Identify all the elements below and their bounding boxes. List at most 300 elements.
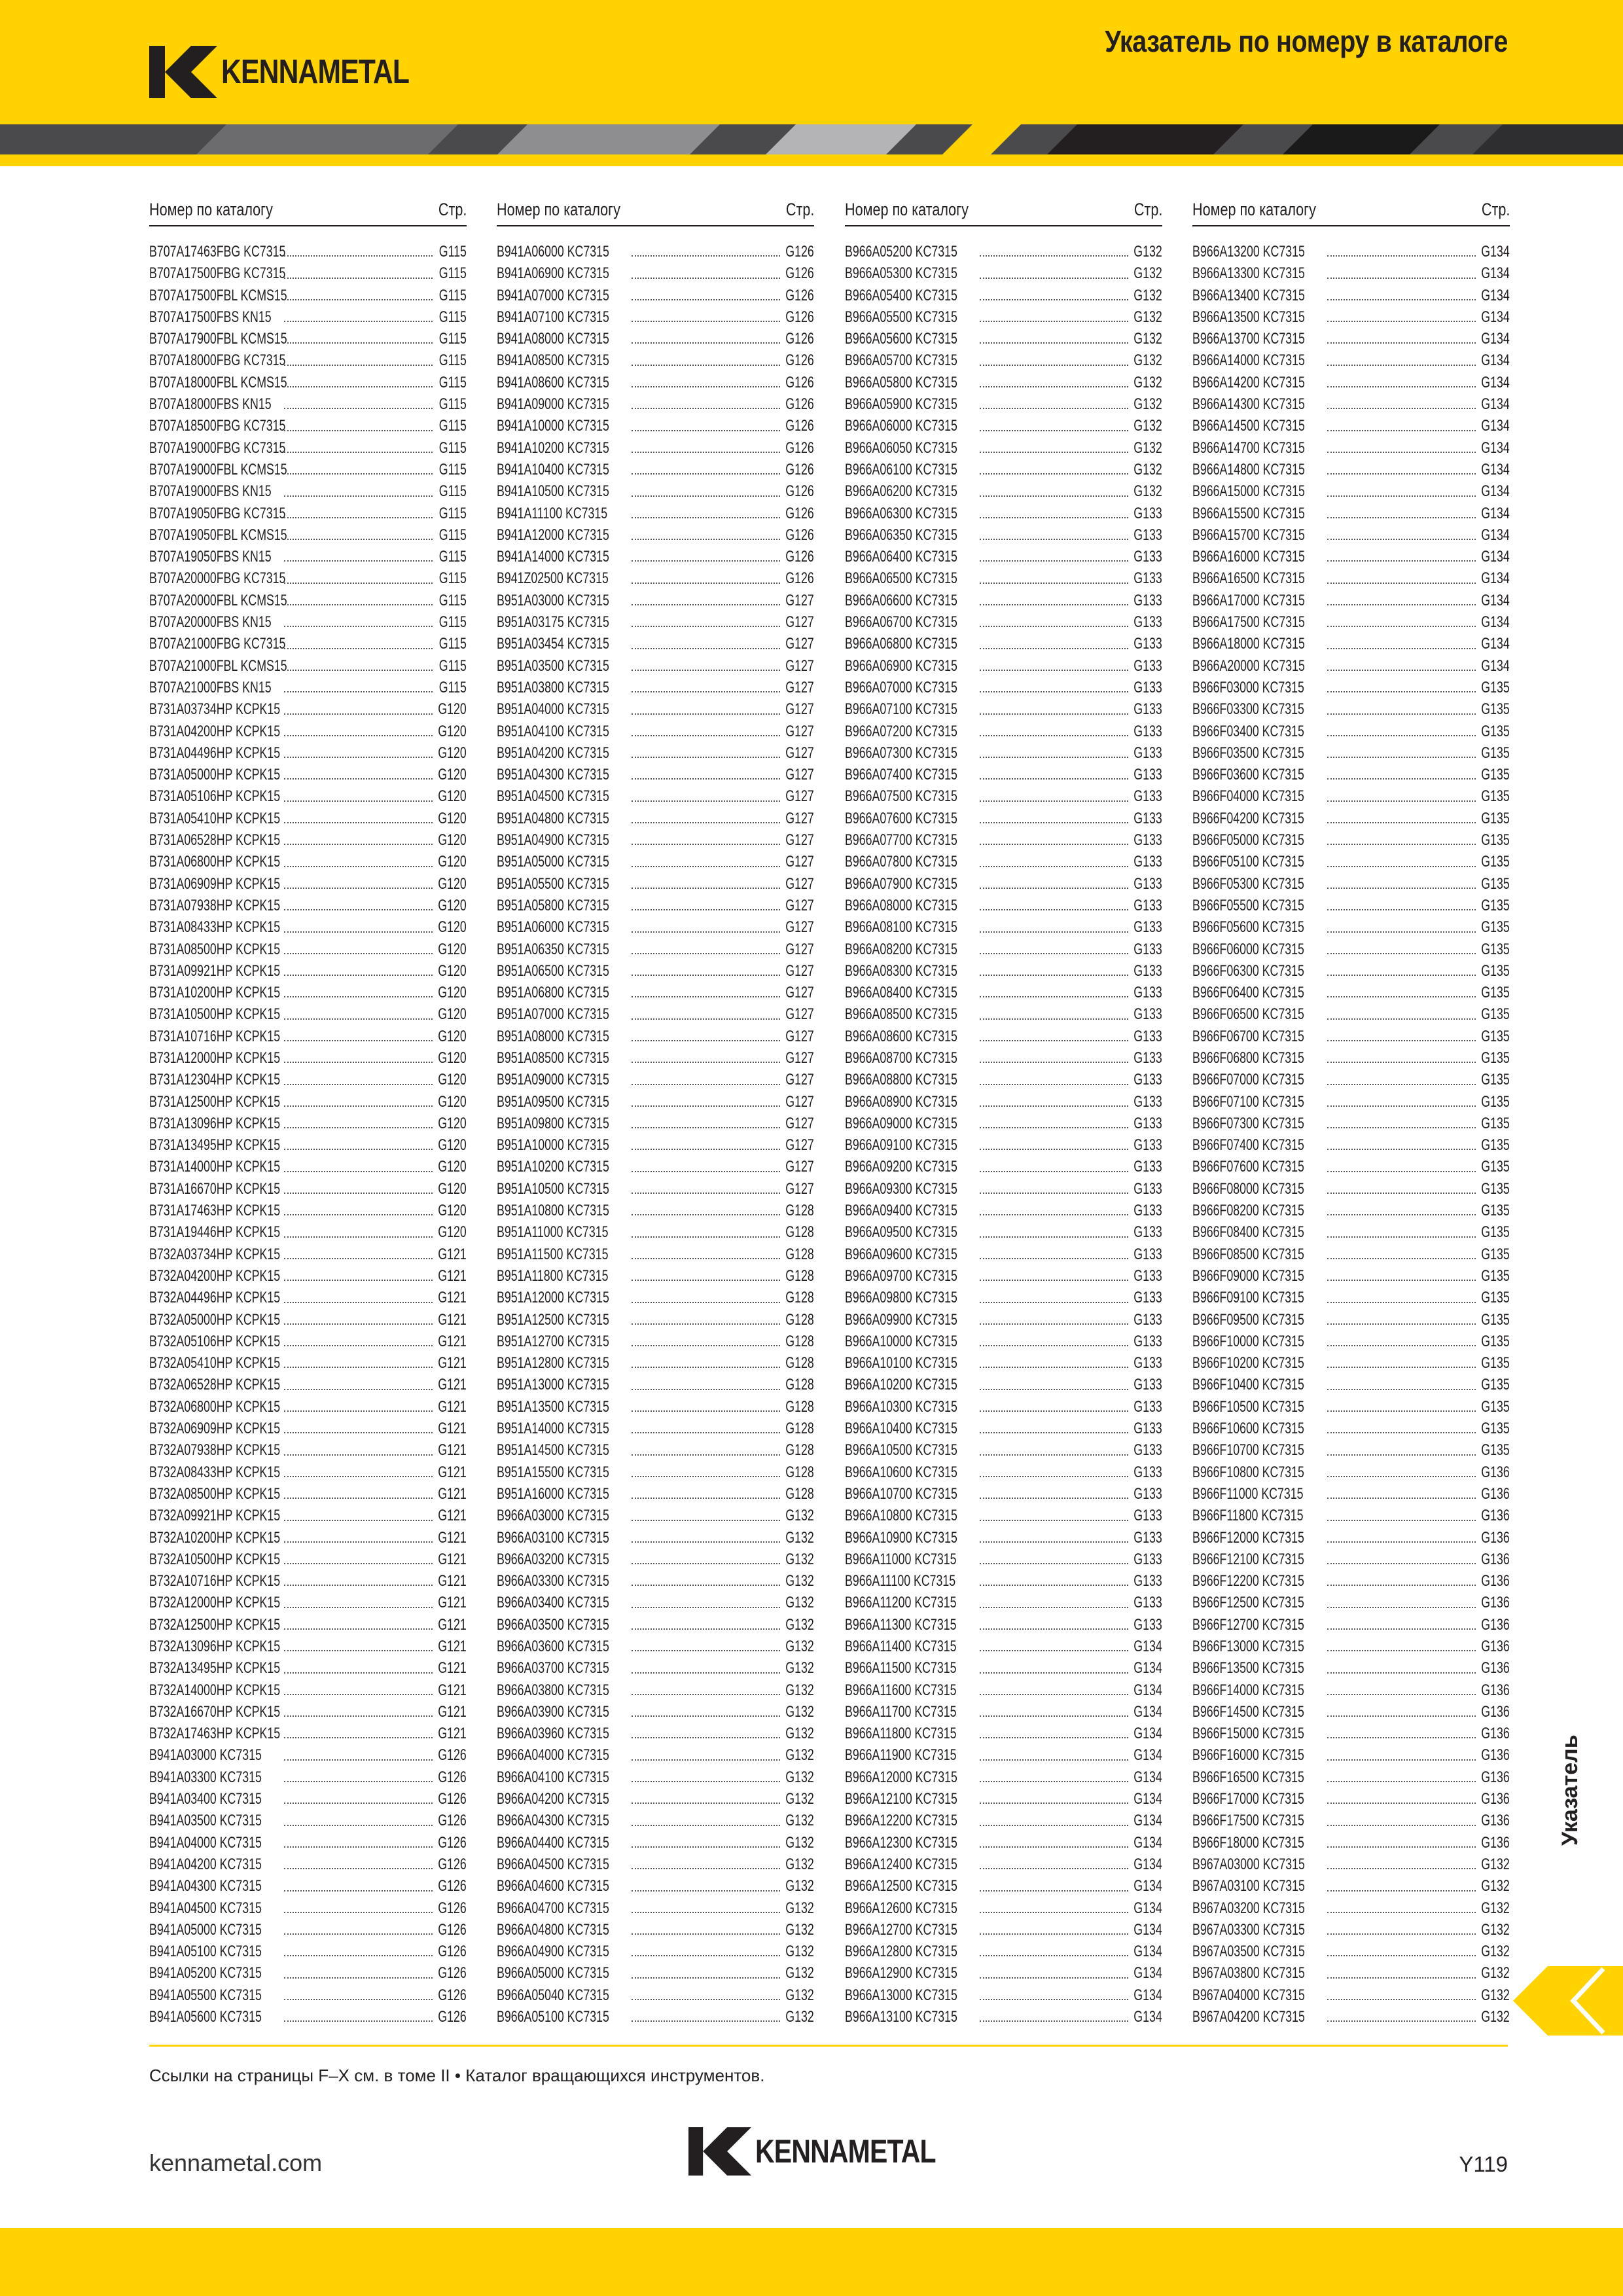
page-reference[interactable]: G120 [438, 1027, 467, 1045]
side-tab-chevron-icon[interactable] [1513, 1966, 1623, 2036]
page-reference[interactable]: G115 [438, 548, 467, 566]
page-reference[interactable]: G133 [1133, 1354, 1162, 1372]
page-reference[interactable]: G133 [1133, 787, 1162, 806]
page-reference[interactable]: G132 [785, 1638, 814, 1655]
page-reference[interactable]: G134 [1481, 635, 1510, 653]
page-reference[interactable]: G133 [1133, 1463, 1162, 1481]
page-reference[interactable]: G133 [1133, 635, 1162, 653]
page-reference[interactable]: G133 [1133, 1420, 1162, 1438]
page-reference[interactable]: G120 [438, 940, 467, 958]
page-reference[interactable]: G133 [1133, 526, 1162, 544]
page-reference[interactable]: G132 [1481, 1855, 1510, 1873]
page-reference[interactable]: G127 [785, 766, 814, 784]
page-reference[interactable]: G115 [438, 308, 467, 326]
page-reference[interactable]: G127 [785, 918, 814, 937]
page-reference[interactable]: G127 [785, 722, 814, 740]
page-reference[interactable]: G133 [1133, 1289, 1162, 1307]
page-reference[interactable]: G127 [785, 1092, 814, 1111]
page-reference[interactable]: G134 [1133, 1746, 1162, 1765]
page-reference[interactable]: G135 [1481, 766, 1510, 784]
page-reference[interactable]: G134 [1133, 1920, 1162, 1939]
page-reference[interactable]: G135 [1481, 1420, 1510, 1438]
page-reference[interactable]: G134 [1481, 243, 1510, 260]
page-reference[interactable]: G133 [1133, 766, 1162, 784]
page-reference[interactable]: G132 [785, 1920, 814, 1939]
page-reference[interactable]: G134 [1481, 613, 1510, 632]
page-reference[interactable]: G127 [785, 1136, 814, 1155]
page-reference[interactable]: G134 [1481, 439, 1510, 457]
page-reference[interactable]: G127 [785, 853, 814, 871]
page-reference[interactable]: G115 [438, 439, 467, 457]
page-reference[interactable]: G132 [1481, 1920, 1510, 1939]
page-reference[interactable]: G134 [1133, 1986, 1162, 2004]
page-reference[interactable]: G128 [785, 1463, 814, 1481]
page-reference[interactable]: G126 [438, 1899, 467, 1917]
page-reference[interactable]: G132 [1133, 395, 1162, 414]
page-reference[interactable]: G134 [1133, 1812, 1162, 1830]
page-reference[interactable]: G134 [1133, 1899, 1162, 1917]
page-reference[interactable]: G127 [785, 1179, 814, 1198]
page-reference[interactable]: G135 [1481, 1092, 1510, 1111]
page-reference[interactable]: G120 [438, 831, 467, 850]
page-reference[interactable]: G120 [438, 896, 467, 914]
page-reference[interactable]: G136 [1481, 1659, 1510, 1677]
page-reference[interactable]: G134 [1133, 1725, 1162, 1743]
page-reference[interactable]: G135 [1481, 722, 1510, 740]
page-reference[interactable]: G126 [785, 330, 814, 348]
page-reference[interactable]: G115 [438, 635, 467, 653]
page-reference[interactable]: G135 [1481, 1158, 1510, 1176]
page-reference[interactable]: G132 [785, 1790, 814, 1808]
page-reference[interactable]: G134 [1133, 1877, 1162, 1895]
page-reference[interactable]: G120 [438, 1158, 467, 1176]
page-reference[interactable]: G121 [438, 1681, 467, 1699]
page-reference[interactable]: G127 [785, 896, 814, 914]
page-reference[interactable]: G132 [1481, 1964, 1510, 1982]
page-reference[interactable]: G120 [438, 766, 467, 784]
page-reference[interactable]: G121 [438, 1310, 467, 1329]
page-reference[interactable]: G136 [1481, 1746, 1510, 1765]
page-reference[interactable]: G133 [1133, 918, 1162, 937]
page-reference[interactable]: G135 [1481, 1071, 1510, 1089]
page-reference[interactable]: G121 [438, 1376, 467, 1394]
page-reference[interactable]: G136 [1481, 1833, 1510, 1852]
page-reference[interactable]: G126 [785, 460, 814, 478]
page-reference[interactable]: G133 [1133, 678, 1162, 696]
page-reference[interactable]: G115 [438, 460, 467, 478]
page-reference[interactable]: G115 [438, 591, 467, 609]
page-reference[interactable]: G135 [1481, 1179, 1510, 1198]
page-reference[interactable]: G133 [1133, 722, 1162, 740]
page-reference[interactable]: G134 [1133, 1833, 1162, 1852]
page-reference[interactable]: G133 [1133, 1202, 1162, 1220]
page-reference[interactable]: G128 [785, 1420, 814, 1438]
page-reference[interactable]: G128 [785, 1289, 814, 1307]
page-reference[interactable]: G133 [1133, 1092, 1162, 1111]
page-reference[interactable]: G132 [785, 1833, 814, 1852]
page-reference[interactable]: G120 [438, 1071, 467, 1089]
page-reference[interactable]: G127 [785, 1114, 814, 1132]
page-reference[interactable]: G134 [1133, 1790, 1162, 1808]
page-reference[interactable]: G115 [438, 330, 467, 348]
page-reference[interactable]: G133 [1133, 1114, 1162, 1132]
page-reference[interactable]: G133 [1133, 1507, 1162, 1525]
page-reference[interactable]: G121 [438, 1702, 467, 1721]
page-reference[interactable]: G126 [438, 1746, 467, 1765]
page-reference[interactable]: G126 [785, 286, 814, 304]
page-reference[interactable]: G136 [1481, 1572, 1510, 1590]
page-reference[interactable]: G133 [1133, 961, 1162, 980]
page-reference[interactable]: G134 [1481, 417, 1510, 435]
page-reference[interactable]: G133 [1133, 744, 1162, 762]
page-reference[interactable]: G132 [785, 1986, 814, 2004]
page-reference[interactable]: G126 [785, 526, 814, 544]
page-reference[interactable]: G134 [1481, 308, 1510, 326]
page-reference[interactable]: G132 [785, 1812, 814, 1830]
page-reference[interactable]: G135 [1481, 874, 1510, 893]
page-reference[interactable]: G134 [1481, 286, 1510, 304]
page-reference[interactable]: G121 [438, 1332, 467, 1350]
page-reference[interactable]: G132 [785, 1594, 814, 1612]
page-reference[interactable]: G134 [1133, 1638, 1162, 1655]
page-reference[interactable]: G133 [1133, 1528, 1162, 1547]
page-reference[interactable]: G135 [1481, 1245, 1510, 1263]
page-reference[interactable]: G133 [1133, 1027, 1162, 1045]
page-reference[interactable]: G120 [438, 1005, 467, 1024]
page-reference[interactable]: G132 [785, 1768, 814, 1786]
page-reference[interactable]: G133 [1133, 548, 1162, 566]
page-reference[interactable]: G120 [438, 787, 467, 806]
page-reference[interactable]: G134 [1481, 330, 1510, 348]
page-reference[interactable]: G134 [1481, 351, 1510, 370]
page-reference[interactable]: G134 [1481, 526, 1510, 544]
page-reference[interactable]: G120 [438, 1179, 467, 1198]
page-reference[interactable]: G133 [1133, 591, 1162, 609]
page-reference[interactable]: G135 [1481, 831, 1510, 850]
page-reference[interactable]: G121 [438, 1441, 467, 1460]
page-reference[interactable]: G115 [438, 678, 467, 696]
page-reference[interactable]: G121 [438, 1354, 467, 1372]
page-reference[interactable]: G133 [1133, 1005, 1162, 1024]
page-reference[interactable]: G135 [1481, 1354, 1510, 1372]
page-reference[interactable]: G133 [1133, 504, 1162, 522]
page-reference[interactable]: G115 [438, 351, 467, 370]
page-reference[interactable]: G132 [785, 1943, 814, 1961]
page-reference[interactable]: G132 [1133, 308, 1162, 326]
page-reference[interactable]: G132 [785, 1877, 814, 1895]
page-reference[interactable]: G120 [438, 1114, 467, 1132]
page-reference[interactable]: G135 [1481, 1441, 1510, 1460]
page-reference[interactable]: G132 [785, 1725, 814, 1743]
page-reference[interactable]: G126 [785, 504, 814, 522]
page-reference[interactable]: G121 [438, 1638, 467, 1655]
page-reference[interactable]: G133 [1133, 700, 1162, 719]
page-reference[interactable]: G132 [785, 1615, 814, 1634]
page-reference[interactable]: G128 [785, 1310, 814, 1329]
page-reference[interactable]: G133 [1133, 1071, 1162, 1089]
page-reference[interactable]: G133 [1133, 1376, 1162, 1394]
page-reference[interactable]: G133 [1133, 1266, 1162, 1285]
page-reference[interactable]: G136 [1481, 1638, 1510, 1655]
page-reference[interactable]: G135 [1481, 1005, 1510, 1024]
page-reference[interactable]: G115 [438, 482, 467, 501]
page-reference[interactable]: G115 [438, 613, 467, 632]
page-reference[interactable]: G132 [1133, 286, 1162, 304]
page-reference[interactable]: G132 [785, 2008, 814, 2026]
page-reference[interactable]: G126 [438, 2008, 467, 2026]
page-reference[interactable]: G133 [1133, 1136, 1162, 1155]
page-reference[interactable]: G132 [1133, 264, 1162, 283]
page-reference[interactable]: G127 [785, 831, 814, 850]
page-reference[interactable]: G120 [438, 744, 467, 762]
page-reference[interactable]: G115 [438, 569, 467, 588]
page-reference[interactable]: G126 [785, 395, 814, 414]
page-reference[interactable]: G135 [1481, 918, 1510, 937]
page-reference[interactable]: G121 [438, 1659, 467, 1677]
page-reference[interactable]: G136 [1481, 1725, 1510, 1743]
page-reference[interactable]: G136 [1481, 1463, 1510, 1481]
page-reference[interactable]: G128 [785, 1397, 814, 1416]
footer-website[interactable]: kennametal.com [149, 2149, 323, 2176]
page-reference[interactable]: G127 [785, 635, 814, 653]
page-reference[interactable]: G135 [1481, 1289, 1510, 1307]
page-reference[interactable]: G132 [1133, 351, 1162, 370]
page-reference[interactable]: G133 [1133, 1484, 1162, 1503]
page-reference[interactable]: G128 [785, 1484, 814, 1503]
page-reference[interactable]: G134 [1481, 656, 1510, 675]
page-reference[interactable]: G135 [1481, 1397, 1510, 1416]
page-reference[interactable]: G135 [1481, 787, 1510, 806]
page-reference[interactable]: G135 [1481, 1027, 1510, 1045]
page-reference[interactable]: G135 [1481, 853, 1510, 871]
page-reference[interactable]: G135 [1481, 940, 1510, 958]
page-reference[interactable]: G127 [785, 1027, 814, 1045]
page-reference[interactable]: G128 [785, 1202, 814, 1220]
page-reference[interactable]: G120 [438, 874, 467, 893]
page-reference[interactable]: G120 [438, 853, 467, 871]
page-reference[interactable]: G133 [1133, 1615, 1162, 1634]
page-reference[interactable]: G136 [1481, 1507, 1510, 1525]
page-reference[interactable]: G134 [1133, 1855, 1162, 1873]
page-reference[interactable]: G120 [438, 961, 467, 980]
page-reference[interactable]: G132 [1481, 1986, 1510, 2004]
page-reference[interactable]: G121 [438, 1397, 467, 1416]
page-reference[interactable]: G126 [438, 1943, 467, 1961]
page-reference[interactable]: G135 [1481, 700, 1510, 719]
page-reference[interactable]: G127 [785, 591, 814, 609]
page-reference[interactable]: G135 [1481, 1376, 1510, 1394]
page-reference[interactable]: G127 [785, 656, 814, 675]
page-reference[interactable]: G135 [1481, 1136, 1510, 1155]
page-reference[interactable]: G120 [438, 809, 467, 827]
page-reference[interactable]: G133 [1133, 1572, 1162, 1590]
page-reference[interactable]: G121 [438, 1266, 467, 1285]
page-reference[interactable]: G135 [1481, 1049, 1510, 1067]
page-reference[interactable]: G133 [1133, 984, 1162, 1002]
page-reference[interactable]: G128 [785, 1332, 814, 1350]
page-reference[interactable]: G133 [1133, 874, 1162, 893]
page-reference[interactable]: G133 [1133, 1550, 1162, 1568]
page-reference[interactable]: G134 [1133, 1702, 1162, 1721]
page-reference[interactable]: G134 [1481, 504, 1510, 522]
page-reference[interactable]: G115 [438, 526, 467, 544]
page-reference[interactable]: G120 [438, 1092, 467, 1111]
page-reference[interactable]: G132 [1481, 1899, 1510, 1917]
page-reference[interactable]: G132 [785, 1681, 814, 1699]
page-reference[interactable]: G121 [438, 1420, 467, 1438]
page-reference[interactable]: G133 [1133, 613, 1162, 632]
page-reference[interactable]: G126 [785, 351, 814, 370]
page-reference[interactable]: G115 [438, 373, 467, 391]
page-reference[interactable]: G126 [785, 439, 814, 457]
page-reference[interactable]: G126 [785, 569, 814, 588]
page-reference[interactable]: G133 [1133, 656, 1162, 675]
page-reference[interactable]: G132 [785, 1702, 814, 1721]
page-reference[interactable]: G121 [438, 1594, 467, 1612]
page-reference[interactable]: G135 [1481, 984, 1510, 1002]
page-reference[interactable]: G134 [1481, 482, 1510, 501]
page-reference[interactable]: G126 [438, 1812, 467, 1830]
page-reference[interactable]: G126 [438, 1986, 467, 2004]
page-reference[interactable]: G127 [785, 1049, 814, 1067]
page-reference[interactable]: G120 [438, 1136, 467, 1155]
page-reference[interactable]: G121 [438, 1289, 467, 1307]
page-reference[interactable]: G126 [438, 1768, 467, 1786]
page-reference[interactable]: G133 [1133, 940, 1162, 958]
page-reference[interactable]: G133 [1133, 1223, 1162, 1242]
page-reference[interactable]: G127 [785, 1071, 814, 1089]
page-reference[interactable]: G135 [1481, 961, 1510, 980]
page-reference[interactable]: G115 [438, 504, 467, 522]
page-reference[interactable]: G134 [1481, 373, 1510, 391]
page-reference[interactable]: G132 [785, 1528, 814, 1547]
page-reference[interactable]: G126 [785, 308, 814, 326]
page-reference[interactable]: G135 [1481, 896, 1510, 914]
page-reference[interactable]: G136 [1481, 1702, 1510, 1721]
page-reference[interactable]: G115 [438, 264, 467, 283]
page-reference[interactable]: G127 [785, 700, 814, 719]
page-reference[interactable]: G128 [785, 1441, 814, 1460]
page-reference[interactable]: G133 [1133, 1158, 1162, 1176]
page-reference[interactable]: G136 [1481, 1594, 1510, 1612]
page-reference[interactable]: G134 [1481, 264, 1510, 283]
page-reference[interactable]: G133 [1133, 809, 1162, 827]
page-reference[interactable]: G132 [1481, 2008, 1510, 2026]
page-reference[interactable]: G133 [1133, 1310, 1162, 1329]
page-reference[interactable]: G136 [1481, 1812, 1510, 1830]
page-reference[interactable]: G132 [785, 1659, 814, 1677]
page-reference[interactable]: G126 [438, 1855, 467, 1873]
page-reference[interactable]: G133 [1133, 1594, 1162, 1612]
page-reference[interactable]: G133 [1133, 1245, 1162, 1263]
page-reference[interactable]: G115 [438, 286, 467, 304]
page-reference[interactable]: G132 [785, 1899, 814, 1917]
page-reference[interactable]: G132 [1133, 439, 1162, 457]
page-reference[interactable]: G127 [785, 613, 814, 632]
page-reference[interactable]: G132 [785, 1746, 814, 1765]
page-reference[interactable]: G120 [438, 700, 467, 719]
page-reference[interactable]: G134 [1133, 1943, 1162, 1961]
page-reference[interactable]: G127 [785, 961, 814, 980]
page-reference[interactable]: G132 [785, 1507, 814, 1525]
page-reference[interactable]: G120 [438, 918, 467, 937]
page-reference[interactable]: G126 [438, 1877, 467, 1895]
page-reference[interactable]: G133 [1133, 1049, 1162, 1067]
page-reference[interactable]: G126 [785, 417, 814, 435]
page-reference[interactable]: G132 [1133, 460, 1162, 478]
page-reference[interactable]: G134 [1481, 591, 1510, 609]
page-reference[interactable]: G127 [785, 744, 814, 762]
page-reference[interactable]: G133 [1133, 1397, 1162, 1416]
page-reference[interactable]: G126 [785, 264, 814, 283]
page-reference[interactable]: G135 [1481, 1223, 1510, 1242]
page-reference[interactable]: G115 [438, 243, 467, 260]
page-reference[interactable]: G132 [785, 1550, 814, 1568]
page-reference[interactable]: G120 [438, 1049, 467, 1067]
page-reference[interactable]: G132 [1133, 330, 1162, 348]
page-reference[interactable]: G135 [1481, 1202, 1510, 1220]
page-reference[interactable]: G128 [785, 1354, 814, 1372]
page-reference[interactable]: G134 [1481, 569, 1510, 588]
page-reference[interactable]: G134 [1133, 1681, 1162, 1699]
page-reference[interactable]: G120 [438, 722, 467, 740]
page-reference[interactable]: G128 [785, 1376, 814, 1394]
page-reference[interactable]: G127 [785, 874, 814, 893]
page-reference[interactable]: G128 [785, 1245, 814, 1263]
page-reference[interactable]: G120 [438, 984, 467, 1002]
page-reference[interactable]: G121 [438, 1572, 467, 1590]
page-reference[interactable]: G134 [1481, 395, 1510, 414]
page-reference[interactable]: G132 [1133, 243, 1162, 260]
page-reference[interactable]: G120 [438, 1202, 467, 1220]
page-reference[interactable]: G136 [1481, 1615, 1510, 1634]
page-reference[interactable]: G126 [438, 1964, 467, 1982]
page-reference[interactable]: G135 [1481, 1332, 1510, 1350]
page-reference[interactable]: G126 [785, 243, 814, 260]
page-reference[interactable]: G134 [1133, 1659, 1162, 1677]
page-reference[interactable]: G136 [1481, 1790, 1510, 1808]
page-reference[interactable]: G121 [438, 1507, 467, 1525]
page-reference[interactable]: G136 [1481, 1484, 1510, 1503]
page-reference[interactable]: G135 [1481, 1114, 1510, 1132]
page-reference[interactable]: G134 [1133, 2008, 1162, 2026]
page-reference[interactable]: G127 [785, 984, 814, 1002]
page-reference[interactable]: G133 [1133, 831, 1162, 850]
page-reference[interactable]: G132 [1133, 417, 1162, 435]
page-reference[interactable]: G115 [438, 656, 467, 675]
page-reference[interactable]: G127 [785, 787, 814, 806]
page-reference[interactable]: G132 [1133, 482, 1162, 501]
page-reference[interactable]: G134 [1133, 1964, 1162, 1982]
page-reference[interactable]: G126 [438, 1790, 467, 1808]
page-reference[interactable]: G127 [785, 809, 814, 827]
page-reference[interactable]: G126 [438, 1833, 467, 1852]
page-reference[interactable]: G128 [785, 1266, 814, 1285]
page-reference[interactable]: G132 [1133, 373, 1162, 391]
page-reference[interactable]: G127 [785, 1005, 814, 1024]
page-reference[interactable]: G135 [1481, 809, 1510, 827]
page-reference[interactable]: G128 [785, 1223, 814, 1242]
page-reference[interactable]: G127 [785, 1158, 814, 1176]
page-reference[interactable]: G135 [1481, 1266, 1510, 1285]
page-reference[interactable]: G126 [785, 373, 814, 391]
page-reference[interactable]: G126 [785, 482, 814, 501]
page-reference[interactable]: G121 [438, 1725, 467, 1743]
page-reference[interactable]: G132 [1481, 1877, 1510, 1895]
page-reference[interactable]: G134 [1481, 548, 1510, 566]
page-reference[interactable]: G127 [785, 940, 814, 958]
page-reference[interactable]: G121 [438, 1245, 467, 1263]
